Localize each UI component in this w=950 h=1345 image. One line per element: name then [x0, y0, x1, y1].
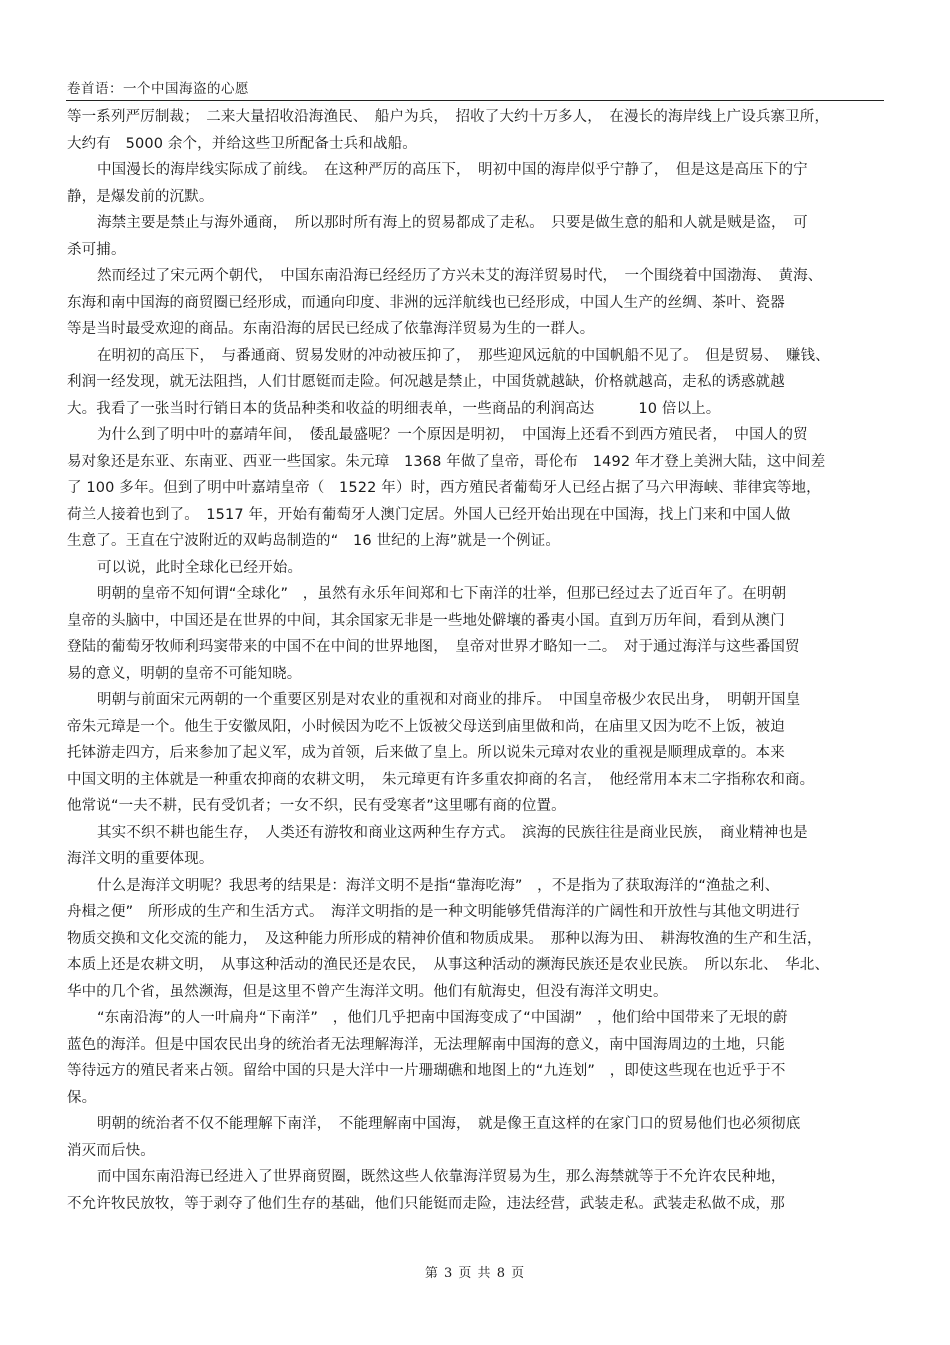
text-line: 托钵游走四方，后来参加了起义军，成为首领，后来做了皇上。所以说朱元璋对农业的重视是顺理成章的。本来 — [67, 745, 785, 761]
running-header: 卷首语：一个中国海盗的心愿 — [67, 81, 249, 97]
text-line: 登陆的葡萄牙牧师利玛窦带来的中国不在中间的世界地图， 皇帝对世界才略知一二。 对于通过海洋与这些番国贸 — [67, 639, 800, 655]
text-line: 而中国东南沿海已经进入了世界商贸圈，既然这些人依靠海洋贸易为生，那么海禁就等于不允许农民种地， — [97, 1169, 786, 1185]
text-line: “东南沿海”的人一叶扁舟“下南洋” ，他们几乎把南中国海变成了“中国湖” ，他们给中国带来了无垠的蔚 — [97, 1010, 788, 1026]
text-line: 东海和南中国海的商贸圈已经形成，而通向印度、非洲的远洋航线也已经形成，中国人生产的丝绸、茶叶、瓷器 — [67, 294, 785, 311]
text-line: 可以说，此时全球化已经开始。 — [97, 559, 303, 576]
text-line: 他常说“一夫不耕，民有受饥者；一女不织，民有受寒者”这里哪有商的位置。 — [67, 798, 566, 814]
text-line: 生意了。王直在宁波附近的双屿岛制造的“ 16 世纪的上海”就是一个例证。 — [67, 533, 560, 549]
text-line: 然而经过了宋元两个朝代， 中国东南沿海已经经历了方兴未艾的海洋贸易时代， 一个围绕着中国渤海、 黄海、 — [97, 268, 823, 284]
text-line: 等一系列严厉制裁； 二来大量招收沿海渔民、 船户为兵， 招收了大约十万多人， 在漫长的海岸线上广设兵寨卫所， — [67, 109, 830, 125]
text-line: 舟楫之便” 所形成的生产和生活方式。 海洋文明指的是一种文明能够凭借海洋的广阔性和开放性与其他文明进行 — [67, 904, 800, 920]
text-line: 本质上还是农耕文明， 从事这种活动的渔民还是农民， 从事这种活动的濒海民族还是农业民族。 所以东北、 华北、 — [67, 957, 830, 973]
text-line: 明朝与前面宋元两朝的一个重要区别是对农业的重视和对商业的排斥。 中国皇帝极少农民出身， 明朝开国皇 — [97, 692, 801, 708]
text-line: 海洋文明的重要体现。 — [67, 851, 214, 867]
text-line: 物质交换和文化交流的能力， 及这种能力所形成的精神价值和物质成果。 那种以海为田、 耕海牧渔的生产和生活， — [67, 930, 822, 947]
text-line: 海禁主要是禁止与海外通商， 所以那时所有海上的贸易都成了走私。 只要是做生意的船和人就是贼是盗， 可 — [97, 215, 808, 231]
page-number: 第 3 页 共 8 页 — [424, 1266, 526, 1281]
text-line: 易对象还是东亚、东南亚、西亚一些国家。朱元璋 1368 年做了皇帝，哥伦布 1492 年才登上美洲大陆，这中间差 — [67, 453, 826, 470]
text-line: 荷兰人接着也到了。 1517 年，开始有葡萄牙人澳门定居。外国人已经开始出现在中国海，找上门来和中国人做 — [67, 506, 791, 523]
text-line: 大约有 5000 余个，并给这些卫所配备士兵和战船。 — [67, 135, 417, 152]
text-line: 什么是海洋文明呢？我思考的结果是：海洋文明不是指“靠海吃海” ，不是指为了获取海洋的“渔盐之利、 — [97, 877, 780, 894]
text-line: 保。 — [67, 1089, 97, 1106]
body-text — [67, 104, 883, 1217]
text-line: 等待远方的殖民者来占领。留给中国的只是大洋中一片珊瑚礁和地图上的“九连划” ，即使这些现在也近乎于不 — [67, 1063, 786, 1079]
text-line: 不允许牧民放牧，等于剥夺了他们生存的基础，他们只能铤而走险，违法经营，武装走私。武装走私做不成，那 — [67, 1195, 785, 1212]
text-line: 帝朱元璋是一个。他生于安徽凤阳，小时候因为吃不上饭被父母送到庙里做和尚，在庙里又因为吃不上饭，被迫 — [67, 718, 785, 735]
text-line: 其实不织不耕也能生存， 人类还有游牧和商业这两种生存方式。 滨海的民族往往是商业民族， 商业精神也是 — [97, 824, 808, 841]
text-line: 易的意义，明朝的皇帝不可能知晓。 — [67, 665, 302, 682]
header-divider — [66, 100, 884, 101]
text-line: 明朝的皇帝不知何谓“全球化” ，虽然有永乐年间郑和七下南洋的壮举，但那已经过去了近百年了。在明朝 — [97, 586, 787, 602]
text-line: 明朝的统治者不仅不能理解下南洋， 不能理解南中国海， 就是像王直这样的在家门口的贸易他们也必须彻底 — [97, 1116, 801, 1132]
text-line: 了 100 多年。但到了明中叶嘉靖皇帝（ 1522 年）时，西方殖民者葡萄牙人已经占据了马六甲海峡、菲律宾等地， — [67, 480, 821, 496]
text-line: 等是当时最受欢迎的商品。东南沿海的居民已经成了依靠海洋贸易为生的一群人。 — [67, 321, 595, 337]
text-line: 在明初的高压下， 与番通商、贸易发财的冲动被压抑了， 那些迎风远航的中国帆船不见了。 但是贸易、 赚钱、 — [97, 347, 830, 364]
text-line: 皇帝的头脑中，中国还是在世界的中间，其余国家无非是一些地处僻壤的番夷小国。直到万历年间，看到从澳门 — [67, 612, 785, 629]
text-line: 中国文明的主体就是一种重农抑商的农耕文明， 朱元璋更有许多重农抑商的名言， 他经常用本末二字指称农和商。 — [67, 771, 815, 788]
text-line: 静，是爆发前的沉默。 — [67, 188, 214, 205]
text-line: 杀可捕。 — [67, 241, 126, 258]
text-line: 华中的几个省，虽然濒海，但是这里不曾产生海洋文明。他们有航海史，但没有海洋文明史。 — [67, 983, 668, 1000]
text-line: 利润一经发现，就无法阻挡，人们甘愿铤而走险。何况越是禁止，中国货就越缺，价格就越高，走私的诱惑就越 — [67, 374, 785, 390]
text-line: 蓝色的海洋。但是中国农民出身的统治者无法理解海洋，无法理解南中国海的意义，南中国海周边的土地，只能 — [67, 1036, 785, 1053]
text-line: 为什么到了明中叶的嘉靖年间， 倭乱最盛呢？一个原因是明初， 中国海上还看不到西方殖民者， 中国人的贸 — [97, 427, 808, 443]
text-line: 消灭而后快。 — [67, 1142, 155, 1159]
text-line: 大。我看了一张当时行销日本的货品种类和收益的明细表单，一些商品的利润高达 10 倍以上。 — [67, 400, 721, 417]
text-line: 中国漫长的海岸线实际成了前线。 在这种严厉的高压下， 明初中国的海岸似乎宁静了， 但是这是高压下的宁 — [97, 162, 808, 178]
